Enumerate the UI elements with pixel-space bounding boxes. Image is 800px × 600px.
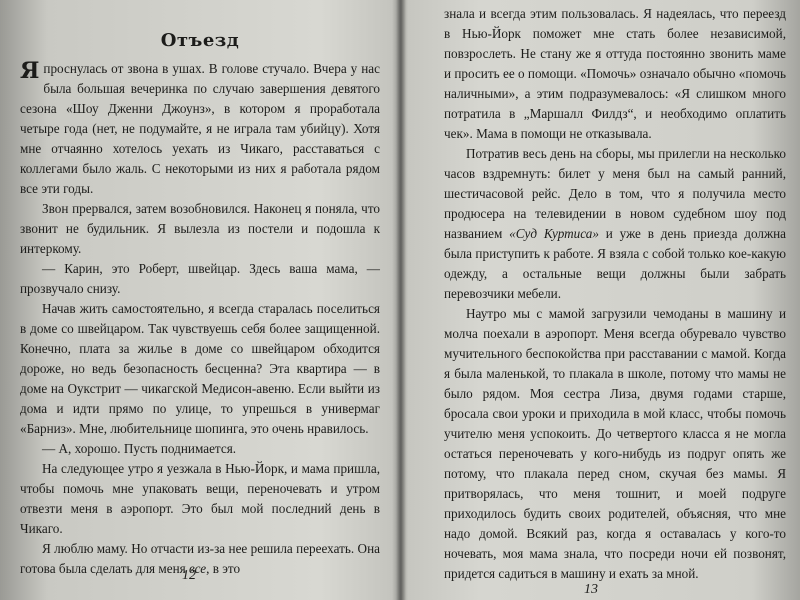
drop-cap: Я xyxy=(20,58,40,84)
show-name: «Суд Куртиса» xyxy=(509,226,599,241)
italic-word: все xyxy=(189,561,207,576)
paragraph: — А, хорошо. Пусть поднимается. xyxy=(42,441,237,456)
paragraph: Начав жить самостоятельно, я всегда старалась поселиться в доме со швейцаром. Так чувствуешь себя более защищенной. Конечно, плата за жилье в доме со швейцаром обходится дороже, но ведь безопасность бесценна? Эта квартира — в доме на Оукстрит — чикагской Медисон-авеню. Если выйти из дома и идти прямо по улице, то упрешься в универмаг «Барниз». Мне, любительнице шопинга, это очень нравилось. xyxy=(20,301,380,436)
paragraph xyxy=(20,539,380,579)
paragraph: — Карин, это Роберт, швейцар. Здесь ваша мама, — прозвучало снизу. xyxy=(20,261,380,296)
paragraph-text: и уже в день приезда должна была приступить к работе. Я взяла с собой только кое-какую одежду, а остальные вещи должны были забрать перевозчики мебели. xyxy=(444,226,787,301)
paragraph-text: Я люблю маму. Но отчасти из-за нее решила переехать. Она готова была сделать для меня xyxy=(20,541,380,576)
paragraph-text: Потратив весь день на сборы, мы прилегли на несколько часов вздремнуть: билет у меня был на самый ранний, шестичасовой рейс. Дело в том, что я получила место продюсера на телевидении в новом судебном шоу под названием xyxy=(444,146,786,241)
paragraph: На следующее утро я уезжала в Нью-Йорк, и мама пришла, чтобы помочь мне упаковать вещи, переночевать и утром отвезти меня в аэропорт. Это был мой последний день в Чикаго. xyxy=(20,461,380,536)
page-number: 13 xyxy=(584,582,598,597)
paragraph-text: проснулась от звона в ушах. В голове стучало. Вчера у нас была большая вечеринка по случаю завершения девятого сезона «Шоу Дженни Джоунз», в котором я проработала четыре года (нет, не подумайте, я не играла там убийцу). Хотя мне отчаянно хотелось уехать из Чикаго, расставаться с коллегами было жаль. С некоторыми из них я работала рядом все эти годы. xyxy=(20,61,380,196)
paragraph xyxy=(444,144,786,304)
left-page xyxy=(0,0,398,600)
paragraph xyxy=(20,59,380,199)
page-number: 12 xyxy=(182,568,196,583)
paragraph: Наутро мы с мамой загрузили чемоданы в машину и молча поехали в аэропорт. Меня всегда обуревало чувство мучительного беспокойства при расставании с мамой. Когда я была маленькой, то плакала в школе, потому что мамы не было рядом. Моя сестра Лиза, двумя годами старше, бросала свои уроки и приходила в мой класс, чтобы помочь учителю меня успокоить. До четвертого класса я не могла остаться переночевать у кого-нибудь из подруг опять же потому, что плакала перед сном, скучая без мамы. Я притворялась, что меня тошнит, и моей подруге приходилось будить своих родителей, объясняя, что мне надо домой. Всякий раз, когда я оставалась у кого-то ночевать, моя мама знала, что посреди ночи ей позвонят, придется садиться в машину и ехать за мной. xyxy=(444,306,786,581)
chapter-title: Отъезд xyxy=(160,30,240,51)
right-page xyxy=(404,0,800,600)
paragraph: знала и всегда этим пользовалась. Я надеялась, что переезд в Нью-Йорк поможет мне стать более независимой, повзрослеть. Не стану же я оттуда постоянно звонить маме и просить ее о помощи. «Помочь» означало обычно «помочь наличными», а этим подразумевалось: «Я слишком много потратила в „Маршалл Филдз“, и необходимо оплатить чек». Мама в помощи не отказывала. xyxy=(444,6,786,141)
paragraph-text: , в это xyxy=(206,561,241,576)
paragraph: Звон прервался, затем возобновился. Наконец я поняла, что звонит не будильник. Я вылезла из постели и подошла к интеркому. xyxy=(20,201,380,256)
